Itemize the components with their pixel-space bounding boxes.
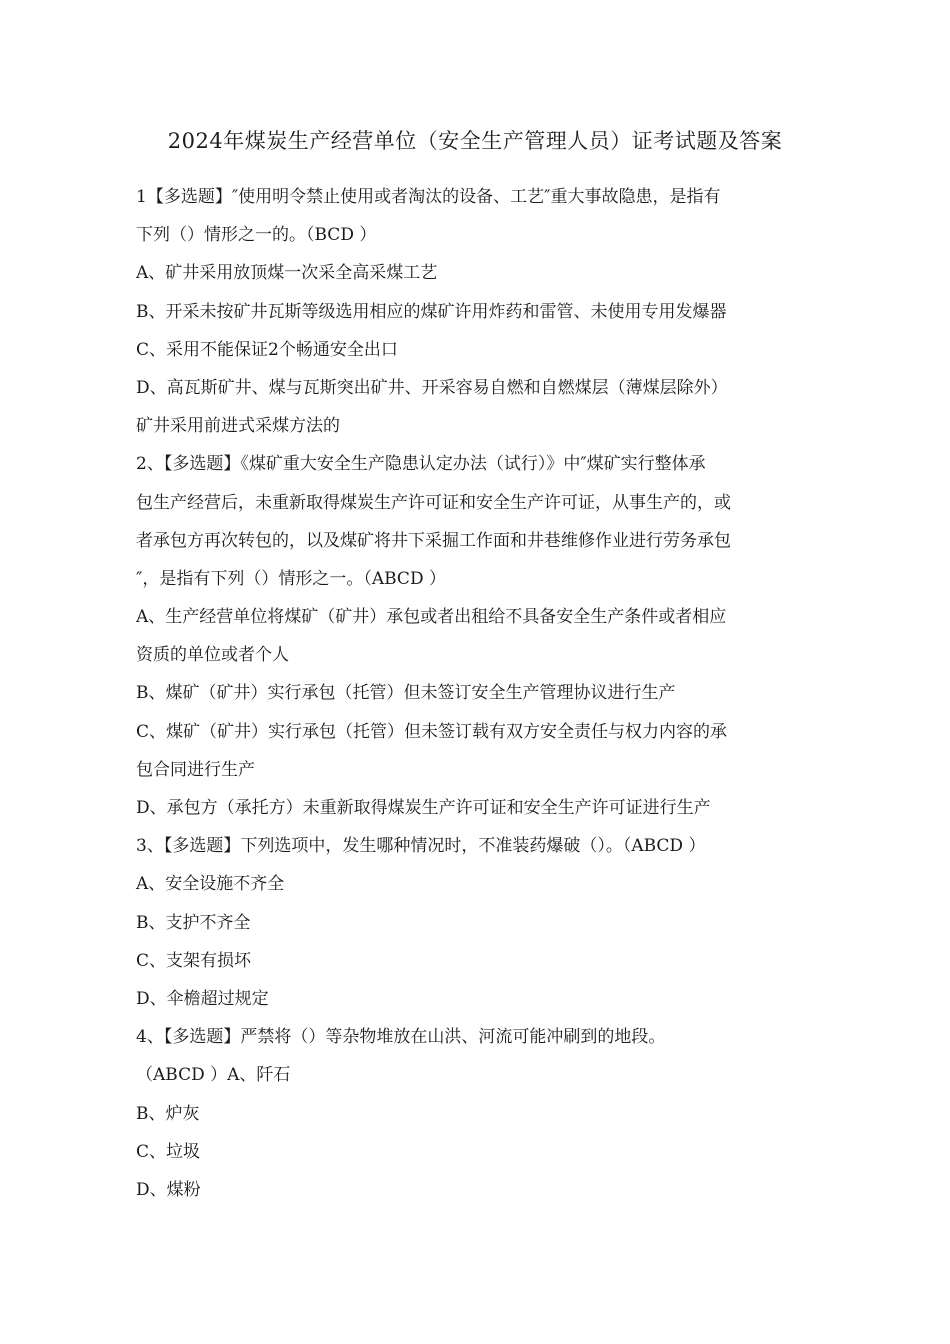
text-line: 下列（）情形之一的。（BCD ） [136,225,377,246]
text-line: 3、【多选题】下列选项中，发生哪种情况时，不准装药爆破（）。（ABCD ） [136,836,706,857]
option-line: 包合同进行生产 [136,759,255,780]
text-line: （ABCD ）A、阡石 [136,1065,291,1086]
document-title: 2024年煤炭生产经营单位（安全生产管理人员）证考试题及答案 [167,129,783,153]
option-line: C、支架有损坏 [136,950,252,971]
text-line: 2、【多选题】《煤矿重大安全生产隐患认定办法（试行）》中″煤矿实行整体承 [136,454,706,475]
option-line: B、开采未按矿井瓦斯等级选用相应的煤矿许用炸药和雷管、未使用专用发爆器 [136,301,727,322]
text-line: 1【多选题】″使用明令禁止使用或者淘汰的设备、工艺″重大事故隐患，是指有 [136,187,721,207]
option-line: D、高瓦斯矿井、煤与瓦斯突出矿井、开采容易自燃和自燃煤层（薄煤层除外） [136,377,728,398]
option-line: 矿井采用前进式采煤方法的 [136,416,340,437]
option-line: C、采用不能保证2个畅通安全出口 [136,339,398,360]
option-line: D、承包方（承托方）未重新取得煤炭生产许可证和安全生产许可证进行生产 [136,798,711,818]
option-line: 资质的单位或者个人 [136,645,289,666]
option-line: A、安全设施不齐全 [136,874,285,895]
option-line: B、炉灰 [136,1103,200,1124]
option-line: D、煤粉 [136,1179,201,1200]
option-line: B、支护不齐全 [136,912,251,933]
option-line: D、伞檐超过规定 [136,988,269,1009]
option-line: A、矿井采用放顶煤一次采全高采煤工艺 [136,263,438,284]
document-body [136,178,816,1209]
text-line: ″，是指有下列（）情形之一。（ABCD ） [136,568,446,589]
text-line: 包生产经营后，未重新取得煤炭生产许可证和安全生产许可证，从事生产的，或 [136,492,731,513]
option-line: C、垃圾 [136,1141,201,1162]
option-line: B、煤矿（矿井）实行承包（托管）但未签订安全生产管理协议进行生产 [136,683,676,704]
option-line: C、煤矿（矿井）实行承包（托管）但未签订载有双方安全责任与权力内容的承 [136,721,728,742]
option-line: A、生产经营单位将煤矿（矿井）承包或者出租给不具备安全生产条件或者相应 [136,607,727,628]
text-line: 者承包方再次转包的，以及煤矿将井下采掘工作面和井巷维修作业进行劳务承包 [136,530,731,551]
text-line: 4、【多选题】严禁将（）等杂物堆放在山洪、河流可能冲刷到的地段。 [136,1027,666,1048]
